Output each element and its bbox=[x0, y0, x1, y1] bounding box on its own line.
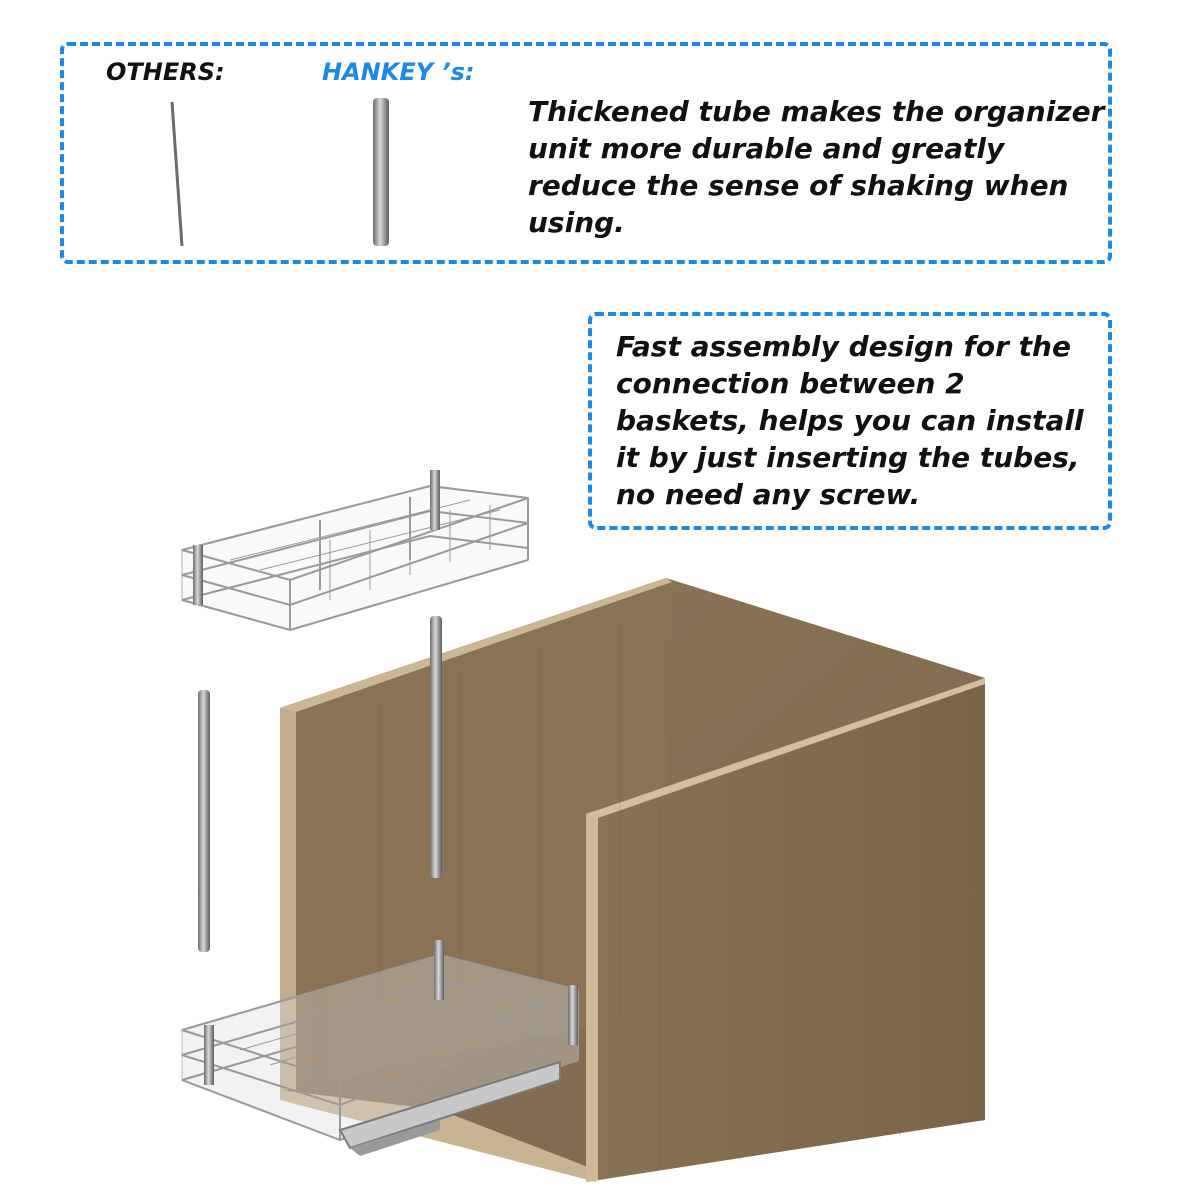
others-label: OTHERS: bbox=[106, 58, 225, 86]
wire-basket-icon bbox=[182, 470, 528, 630]
connector-tube-icon bbox=[430, 616, 442, 878]
tube-description: Thickened tube makes the organizer unit more durable and greatly reduce the sense of shaking when using. bbox=[528, 95, 1105, 239]
connector-tube-icon bbox=[198, 690, 210, 952]
hankey-label: HANKEY ’s: bbox=[322, 58, 475, 86]
assembly-description: Fast assembly design for the connection between 2 baskets, helps you can install it by just inserting the tubes, no need any screw. bbox=[616, 330, 1084, 511]
